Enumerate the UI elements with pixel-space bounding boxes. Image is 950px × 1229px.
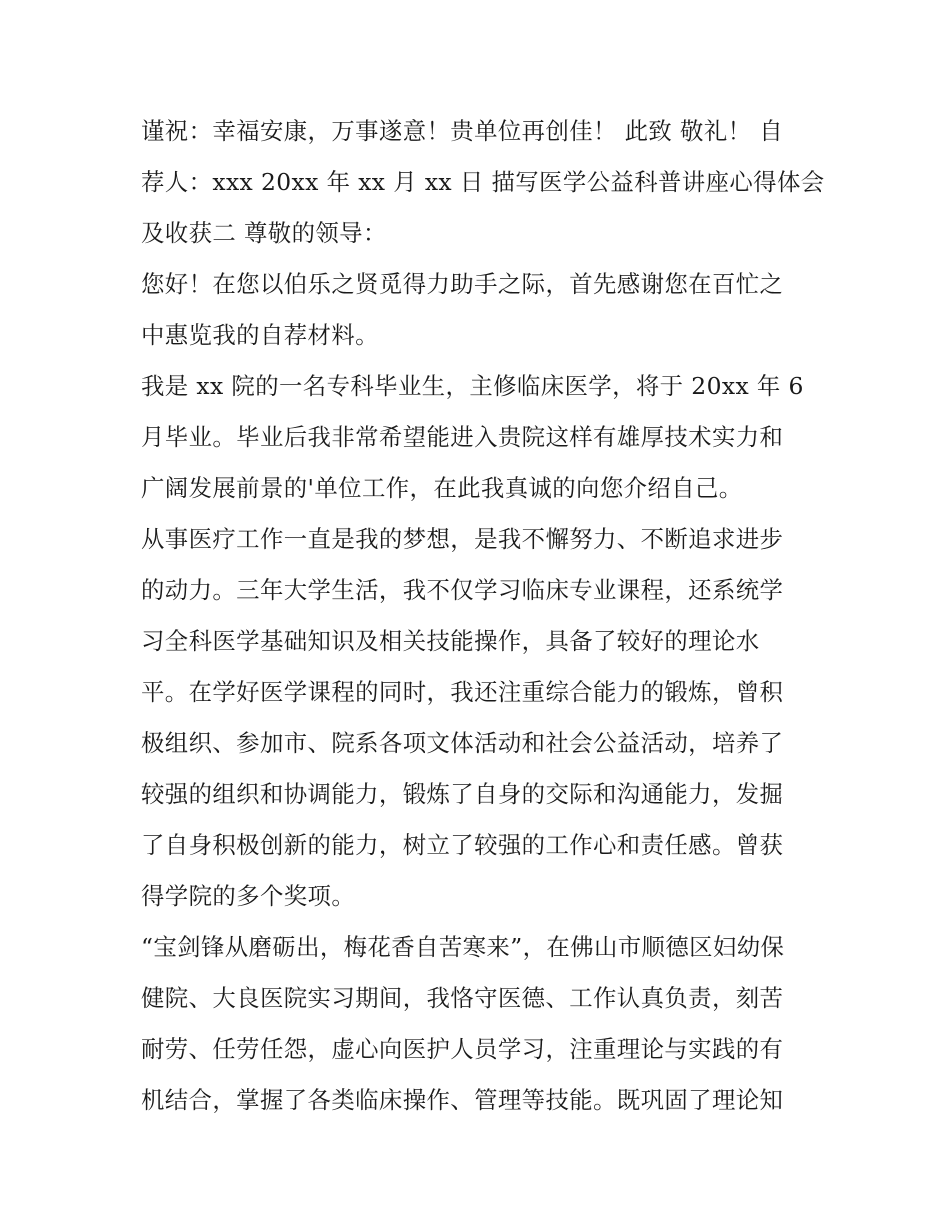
document-body [141, 106, 825, 1126]
text-line: 荐人：xxx 20xx 年 xx 月 xx 日 描写医学公益科普讲座心得体会 [141, 168, 825, 196]
text-line: 得学院的多个奖项。 [141, 882, 356, 910]
text-line: 的动力。三年大学生活，我不仅学习临床专业课程，还系统学 [141, 576, 784, 604]
text-line: 机结合，掌握了各类临床操作、管理等技能。既巩固了理论知 [141, 1086, 784, 1114]
text-line: 从事医疗工作一直是我的梦想，是我不懈努力、不断追求进步 [141, 525, 784, 553]
text-line: 谨祝：幸福安康，万事遂意！贵单位再创佳！ 此致 敬礼！ 自 [141, 117, 784, 145]
text-line: 及收获二 尊敬的领导： [141, 219, 387, 247]
text-line: 耐劳、任劳任怨，虚心向医护人员学习，注重理论与实践的有 [141, 1035, 784, 1063]
text-line: 月毕业。毕业后我非常希望能进入贵院这样有雄厚技术实力和 [141, 423, 784, 451]
text-line: 较强的组织和协调能力，锻炼了自身的交际和沟通能力，发掘 [141, 780, 784, 808]
text-line: 习全科医学基础知识及相关技能操作，具备了较好的理论水 [141, 627, 760, 655]
text-line: 广阔发展前景的'单位工作，在此我真诚的向您介绍自己。 [141, 474, 743, 502]
text-line: 了自身积极创新的能力，树立了较强的工作心和责任感。曾获 [141, 831, 784, 859]
text-line: 健院、大良医院实习期间，我恪守医德、工作认真负责，刻苦 [141, 984, 784, 1012]
text-line: 我是 xx 院的一名专科毕业生，主修临床医学，将于 20xx 年 6 [141, 372, 804, 400]
text-line: 中惠览我的自荐材料。 [141, 321, 379, 349]
text-line: 极组织、参加市、院系各项文体活动和社会公益活动，培养了 [141, 729, 784, 757]
text-line: “宝剑锋从磨砺出，梅花香自苦寒来”，在佛山市顺德区妇幼保 [141, 933, 785, 961]
text-line: 您好！在您以伯乐之贤觅得力助手之际，首先感谢您在百忙之 [141, 270, 784, 298]
text-line: 平。在学好医学课程的同时，我还注重综合能力的锻炼，曾积 [141, 678, 784, 706]
